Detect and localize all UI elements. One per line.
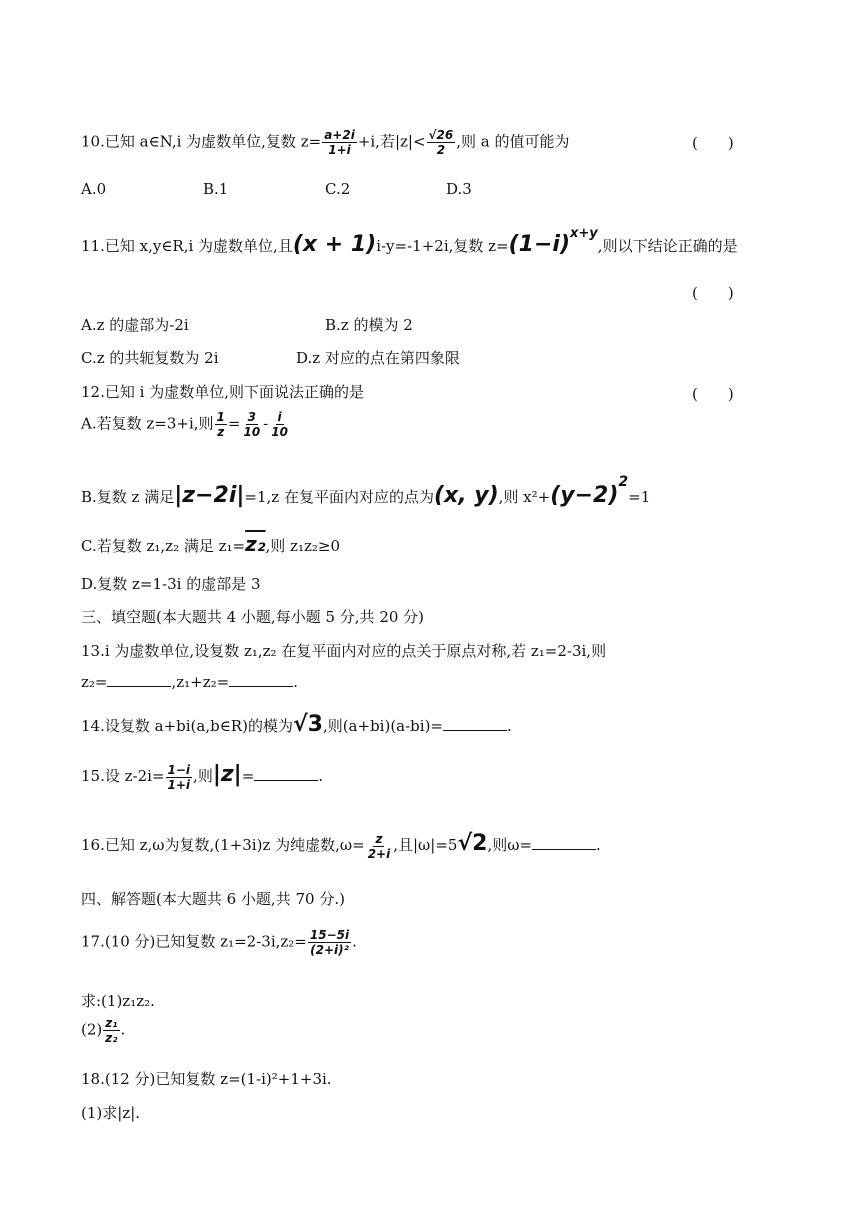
q17-part-1: 求:(1)z₁z₂. (81, 992, 155, 1010)
q17-stem: 17.(10 分)已知复数 z₁=2-3i,z₂= $\frac{15-5i}{\text{(2+i)²}}$ . (81, 928, 357, 957)
q18-stem: 18.(12 分)已知复数 z=(1-i)²+1+3i. (81, 1070, 332, 1088)
q11-option-c: C.z 的共轭复数为 2i (81, 349, 219, 367)
q11-option-b: B.z 的模为 2 (325, 316, 413, 334)
q16: 16.已知 z,ω为复数,(1+3i)z 为纯虚数,ω= $\frac{z}{2+i}$ ,且|ω|=5√2,则ω= . (81, 831, 601, 861)
q10-option-c: C.2 (325, 180, 351, 198)
q12-option-a: A.若复数 z=3+i,则 $\frac{1}{z}$ = $\frac{3}{10}$ - $\frac{i}{10}$ (81, 410, 288, 439)
q15-blank[interactable] (254, 768, 318, 781)
q13-blank-1[interactable] (107, 674, 171, 687)
q14: 14.设复数 a+bi(a,b∈R)的模为√3,则(a+bi)(a-bi)= . (81, 712, 512, 737)
q10-stem: 10.已知 a∈N,i 为虚数单位,复数 z= $\frac{a+2i}{1+i}$ +i,若|z|< $\frac{√26}{2}$ ,则 a 的值可能为 (81, 128, 570, 157)
q10-option-a: A.0 (81, 180, 107, 198)
section-4-heading: 四、解答题(本大题共 6 小题,共 70 分.) (81, 890, 345, 908)
q15: 15.设 z-2i= $\frac{1-i}{1+i}$ ,则|z|= . (81, 762, 324, 792)
q12-option-c: C.若复数 z₁,z₂ 满足 z₁=z₂,则 z₁z₂≥0 (81, 532, 340, 556)
q10-option-b: B.1 (203, 180, 229, 198)
q17-part-2: (2) $\frac{\text{z₁}}{\text{z₂}}$ . (81, 1016, 126, 1045)
q12-stem: 12.已知 i 为虚数单位,则下面说法正确的是 (81, 383, 364, 401)
q12-option-d: D.复数 z=1-3i 的虚部是 3 (81, 575, 261, 593)
q12-option-b: B.复数 z 满足|z−2i|=1,z 在复平面内对应的点为(x, y),则 $x^2+(y-2)^2=1$ (81, 474, 651, 508)
q10-fraction-1: $\frac{a+2i}{1+i}$ (324, 128, 355, 157)
q13-blank-2[interactable] (229, 674, 293, 687)
q10-option-d: D.3 (446, 180, 472, 198)
section-3-heading: 三、填空题(本大题共 4 小题,每小题 5 分,共 20 分) (81, 608, 425, 626)
q10-fraction-2: $\frac{√26}{2}$ (428, 128, 454, 157)
q11-option-d: D.z 对应的点在第四象限 (296, 349, 460, 367)
q13-line-1: 13.i 为虚数单位,设复数 z₁,z₂ 在复平面内对应的点关于原点对称,若 z₁=2-3i,则 (81, 642, 607, 660)
q10-answer-paren: ( ) (692, 134, 734, 152)
q16-blank[interactable] (532, 837, 596, 850)
q13-line-2: z₂= ,z₁+z₂= . (81, 673, 299, 691)
q14-blank[interactable] (443, 718, 507, 731)
q11-option-a: A.z 的虚部为-2i (81, 316, 189, 334)
q11-answer-paren: ( ) (692, 284, 734, 302)
q11-stem: 11.已知 x,y∈R,i 为虚数单位,且(x + 1)i-y=-1+2i,复数 $z=(1-i)^{x+y}$,则以下结论正确的是 (81, 226, 738, 257)
q12-answer-paren: ( ) (692, 385, 734, 403)
q18-part-1: (1)求|z|. (81, 1104, 141, 1122)
